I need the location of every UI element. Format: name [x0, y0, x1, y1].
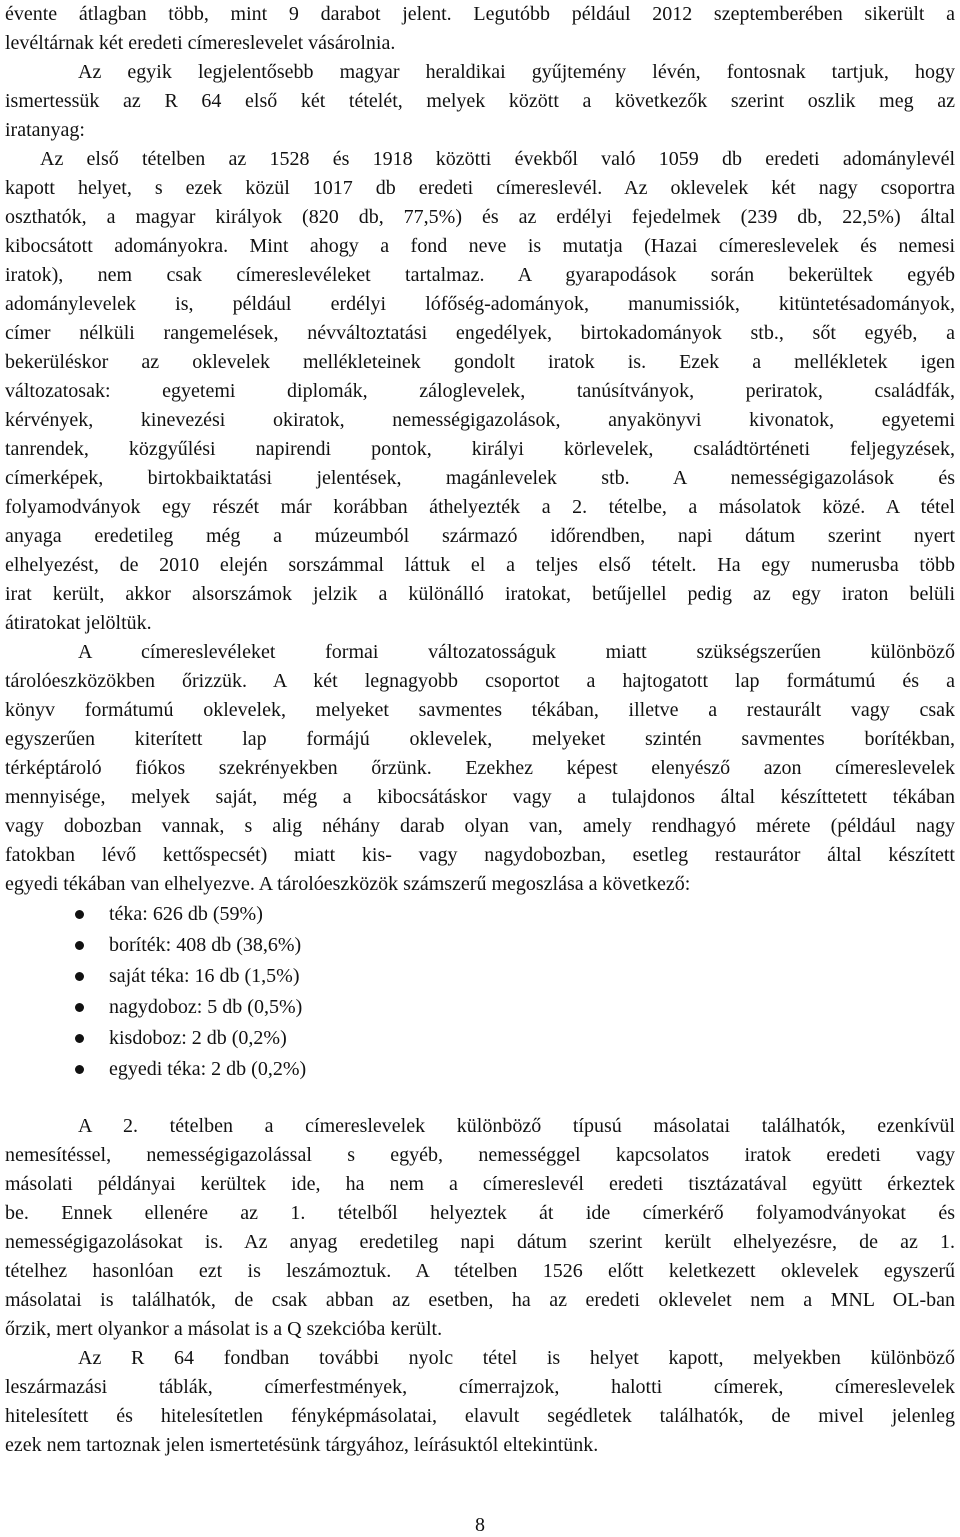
- text-line: oszthatók, a magyar királyok (820 db, 77,5%) és az erdélyi fejedelmek (239 db, 22,5%) által: [5, 206, 955, 228]
- text-line: vagy dobozban vannak, s alig néhány darab olyan van, amely rendhagyó mérete (például nagy: [5, 815, 955, 837]
- text-line: könyv formátumú oklevelek, melyeket savmentes tékában, illetve a restaurált vagy csak: [5, 699, 955, 721]
- text-line: hitelesített és hitelesítetlen fényképmásolatai, elavult segédletek találhatók, de mivel jelenleg: [5, 1405, 955, 1427]
- text-line: bekerüléskor az oklevelek mellékleteinek gondolt iratok is. Ezek a mellékletek igen: [5, 351, 955, 373]
- list-item-text: egyedi téka: 2 db (0,2%): [109, 1058, 307, 1080]
- list-item-text: kisdoboz: 2 db (0,2%): [109, 1027, 287, 1049]
- text-line: Az egyik legjelentősebb magyar heraldikai gyűjtemény lévén, fontosnak tartjuk, hogy: [78, 61, 955, 83]
- text-line: folyamodványok egy részét már korábban áthelyezték a 2. tételbe, a másolatok közé. A tétel: [5, 496, 955, 518]
- text-line: be. Ennek ellenére az 1. tételből helyeztek át ide címerkérő folyamodványokat és: [5, 1202, 955, 1224]
- text-line: címerképek, birtokbaiktatási jelentések, magánlevelek stb. A nemességigazolások és: [5, 467, 955, 489]
- bullet-icon: [75, 972, 84, 981]
- text-line: egyszerűen kiterített lap formájú oklevelek, melyeket szintén savmentes borítékban,: [5, 728, 955, 750]
- text-line: térképtároló fiókos szekrényekben őrzünk. Ezekhez képest elenyésző azon címereslevelek: [5, 757, 955, 779]
- text-line: iratok), nem csak címereslevéleket tartalmaz. A gyarapodások során bekerültek egyéb: [5, 264, 955, 286]
- text-line: tételhez hasonlóan ezt is leszámoztuk. A tételben 1526 előtt keletkezett oklevelek egyszerű: [5, 1260, 955, 1282]
- bullet-icon: [75, 1065, 84, 1074]
- bullet-icon: [75, 941, 84, 950]
- text-line: kapott helyet, s ezek közül 1017 db eredeti címereslevél. Az oklevelek két nagy csoportra: [5, 177, 955, 199]
- text-line: iratanyag:: [5, 119, 85, 141]
- list-item-text: boríték: 408 db (38,6%): [109, 934, 302, 956]
- list-item-text: nagydoboz: 5 db (0,5%): [109, 996, 303, 1018]
- text-line: nemességigazolásokat is. Az anyag eredetileg napi dátum szerint került elhelyezésre, de az 1.: [5, 1231, 955, 1253]
- text-line: ezek nem tartoznak jelen ismertetésünk tárgyához, leírásuktól eltekintünk.: [5, 1434, 599, 1456]
- text-line: adománylevelek is, például erdélyi lófőség-adományok, manumissiók, kitüntetésadományok,: [5, 293, 955, 315]
- text-line: nemesítéssel, nemességigazolással s egyéb, nemességgel kapcsolatos iratok eredeti vagy: [5, 1144, 955, 1166]
- text-line: másolatai is találhatók, de csak abban az esetben, ha az eredeti oklevelet nem a MNL OL-ban: [5, 1289, 955, 1311]
- text-line: leszármazási táblák, címerfestmények, címerrajzok, halotti címerek, címereslevelek: [5, 1376, 955, 1398]
- text-line: egyedi tékában van elhelyezve. A tárolóeszközök számszerű megoszlása a következő:: [5, 873, 691, 895]
- text-line: A 2. tételben a címereslevelek különböző típusú másolatai találhatók, ezenkívül: [78, 1115, 955, 1137]
- text-line: ismertessük az R 64 első két tételét, melyek között a következők szerint oszlik meg az: [5, 90, 955, 112]
- list-item-text: téka: 626 db (59%): [109, 903, 263, 925]
- text-line: levéltárnak két eredeti címereslevelet vásárolnia.: [5, 32, 396, 54]
- text-line: változatosak: egyetemi diplomák, záloglevelek, tanúsítványok, periratok, családfák,: [5, 380, 955, 402]
- text-line: átiratokat jelöltük.: [5, 612, 152, 634]
- page-number: 8: [475, 1514, 485, 1536]
- bullet-icon: [75, 1003, 84, 1012]
- text-line: őrzik, mert olyankor a másolat is a Q szekcióba került.: [5, 1318, 443, 1340]
- text-line: másolati példányai kerültek ide, ha nem a címereslevél eredeti tisztázatával együtt érkeztek: [5, 1173, 955, 1195]
- text-line: irat került, akkor alsorszámok jelzik a különálló iratokat, betűjellel pedig az egy iraton belüli: [5, 583, 955, 605]
- text-line: tanrendek, közgyűlési napirendi pontok, királyi körlevelek, családtörténeti feljegyzések,: [5, 438, 955, 460]
- text-line: tárolóeszközökben őrizzük. A két legnagyobb csoportot a hajtogatott lap formátumú és a: [5, 670, 955, 692]
- text-line: mennyisége, melyek saját, még a kibocsátáskor vagy a tulajdonos által készíttetett tékában: [5, 786, 955, 808]
- text-line: kérvények, kinevezési okiratok, nemességigazolások, anyakönyvi kivonatok, egyetemi: [5, 409, 955, 431]
- text-line: elhelyezést, de 2010 elején sorszámmal láttuk el a teljes első tételt. Ha egy numerusba több: [5, 554, 955, 576]
- text-line: évente átlagban több, mint 9 darabot jelent. Legutóbb például 2012 szeptemberében sikerült a: [5, 3, 955, 25]
- text-line: kibocsátott adományokra. Mint ahogy a fond neve is mutatja (Hazai címereslevelek és nemesi: [5, 235, 955, 257]
- text-line: Az első tételben az 1528 és 1918 közötti évekből való 1059 db eredeti adománylevél: [40, 148, 955, 170]
- text-line: Az R 64 fondban további nyolc tétel is helyet kapott, melyekben különböző: [78, 1347, 955, 1369]
- bullet-icon: [75, 1034, 84, 1043]
- text-line: anyaga eredetileg még a múzeumból származó időrendben, napi dátum szerint nyert: [5, 525, 955, 547]
- text-line: címer nélküli rangemelések, névváltoztatási engedélyek, birtokadományok stb., sőt egyéb, a: [5, 322, 955, 344]
- list-item-text: saját téka: 16 db (1,5%): [109, 965, 300, 987]
- text-line: A címereslevéleket formai változatosságuk miatt szükségszerűen különböző: [78, 641, 955, 663]
- bullet-icon: [75, 910, 84, 919]
- text-line: fatokban lévő kettőspecsét) miatt kis- vagy nagydobozban, esetleg restaurátor által készített: [5, 844, 955, 866]
